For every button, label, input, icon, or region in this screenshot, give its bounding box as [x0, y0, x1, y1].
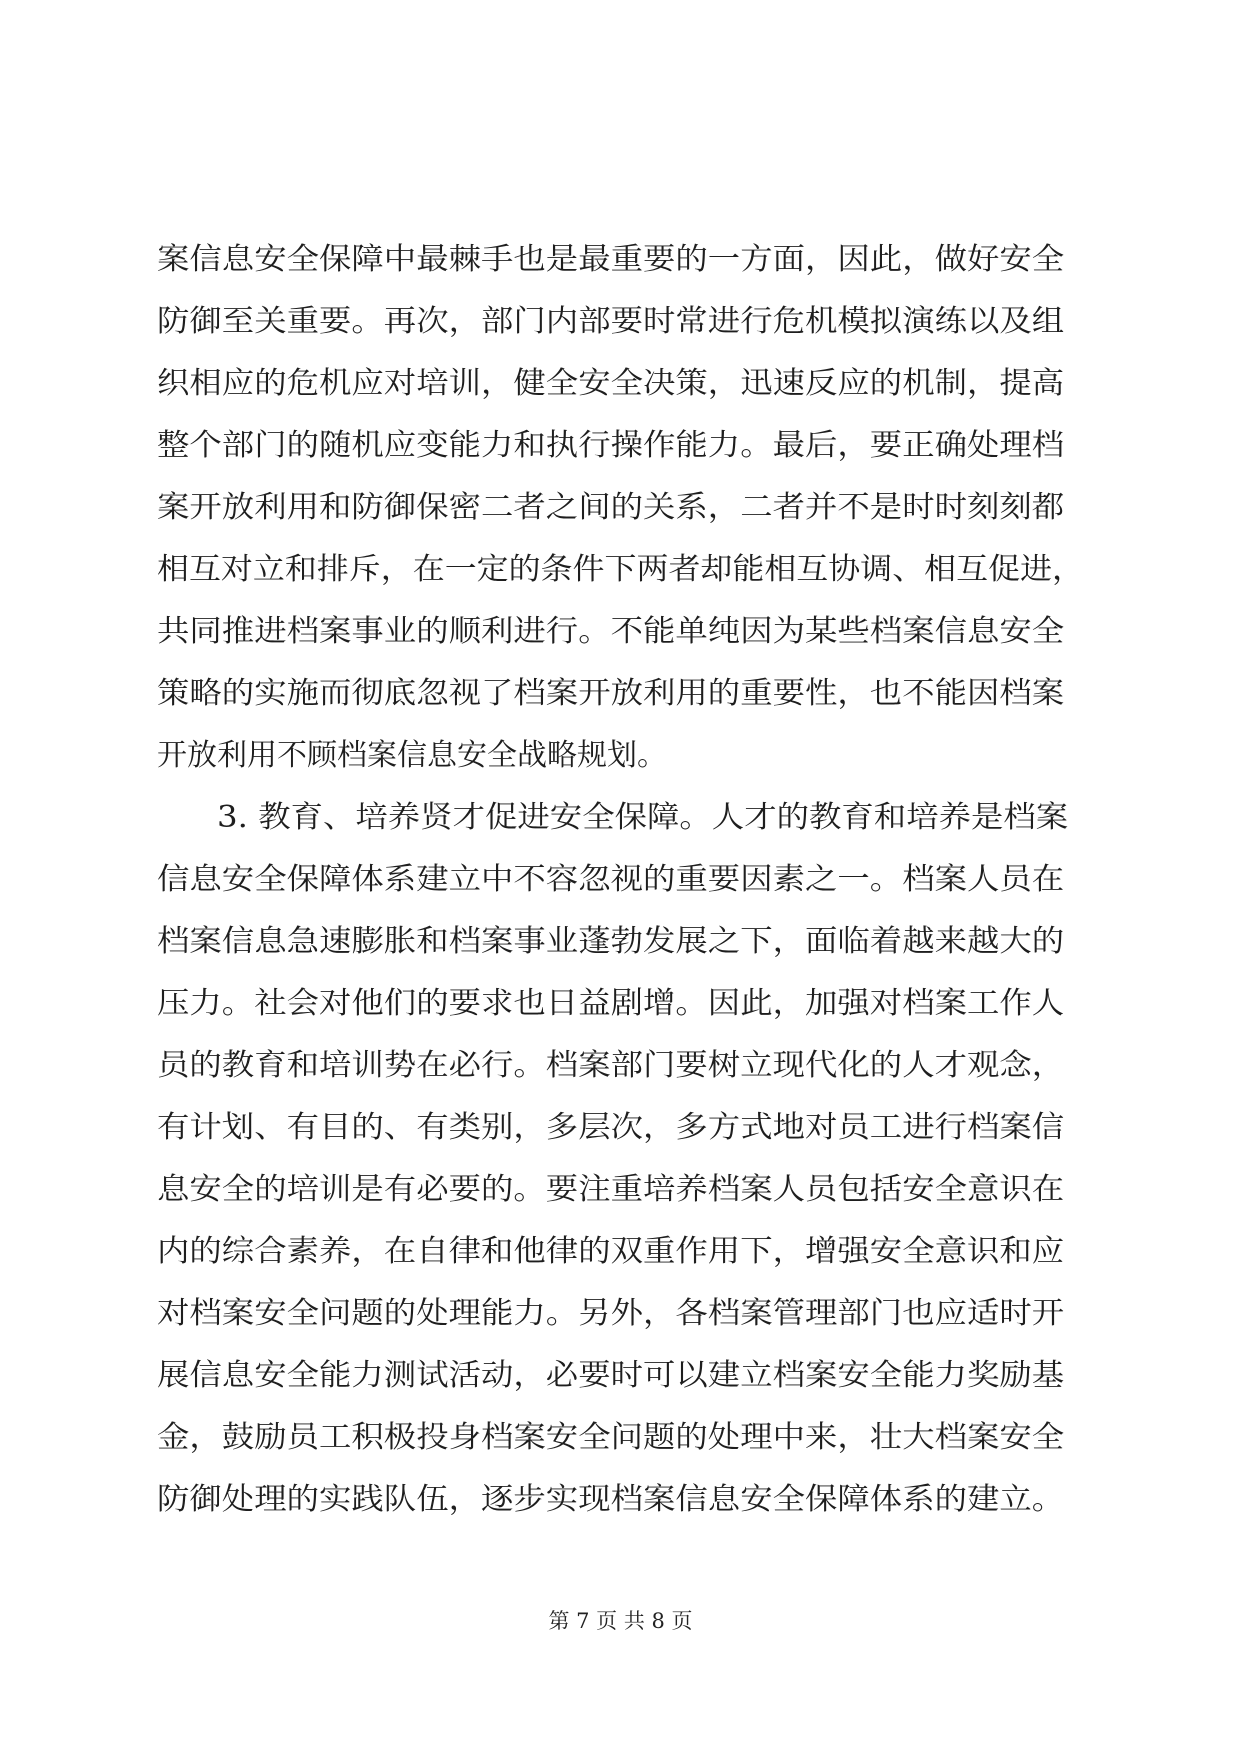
text-line: 档案信息急速膨胀和档案事业蓬勃发展之下，面临着越来越大的 — [157, 924, 1065, 959]
text-line: 策略的实施而彻底忽视了档案开放利用的重要性，也不能因档案 — [157, 676, 1065, 711]
text-line: 共同推进档案事业的顺利进行。不能单纯因为某些档案信息安全 — [157, 614, 1065, 649]
text-line: 压力。社会对他们的要求也日益剧增。因此，加强对档案工作人 — [157, 986, 1065, 1021]
page-number: 第 7 页 共 8 页 — [548, 1609, 693, 1633]
text-line: 员的教育和培训势在必行。档案部门要树立现代化的人才观念， — [157, 1048, 1065, 1083]
text-line: 防御处理的实践队伍，逐步实现档案信息安全保障体系的建立。 — [157, 1482, 1065, 1517]
text-line: 息安全的培训是有必要的。要注重培养档案人员包括安全意识在 — [157, 1172, 1065, 1207]
paragraph-start-line: 3. 教育、培养贤才促进安全保障。人才的教育和培养是档案 — [217, 800, 1069, 835]
body-text — [157, 230, 1084, 1530]
text-line: 开放利用不顾档案信息安全战略规划。 — [157, 738, 667, 773]
text-line: 有计划、有目的、有类别，多层次，多方式地对员工进行档案信 — [157, 1110, 1065, 1145]
text-line: 相互对立和排斥，在一定的条件下两者却能相互协调、相互促进， — [157, 552, 1084, 587]
text-line: 整个部门的随机应变能力和执行操作能力。最后，要正确处理档 — [157, 428, 1065, 463]
text-line: 织相应的危机应对培训，健全安全决策，迅速反应的机制，提高 — [157, 366, 1065, 401]
text-line: 防御至关重要。再次，部门内部要时常进行危机模拟演练以及组 — [157, 304, 1065, 339]
text-line: 案开放利用和防御保密二者之间的关系，二者并不是时时刻刻都 — [157, 490, 1065, 525]
text-line: 案信息安全保障中最棘手也是最重要的一方面，因此，做好安全 — [157, 242, 1065, 277]
text-line: 信息安全保障体系建立中不容忽视的重要因素之一。档案人员在 — [157, 862, 1065, 897]
text-line: 对档案安全问题的处理能力。另外，各档案管理部门也应适时开 — [157, 1296, 1065, 1331]
text-line: 展信息安全能力测试活动，必要时可以建立档案安全能力奖励基 — [157, 1358, 1065, 1393]
text-line: 内的综合素养，在自律和他律的双重作用下，增强安全意识和应 — [157, 1234, 1065, 1269]
text-line: 金，鼓励员工积极投身档案安全问题的处理中来，壮大档案安全 — [157, 1420, 1065, 1455]
